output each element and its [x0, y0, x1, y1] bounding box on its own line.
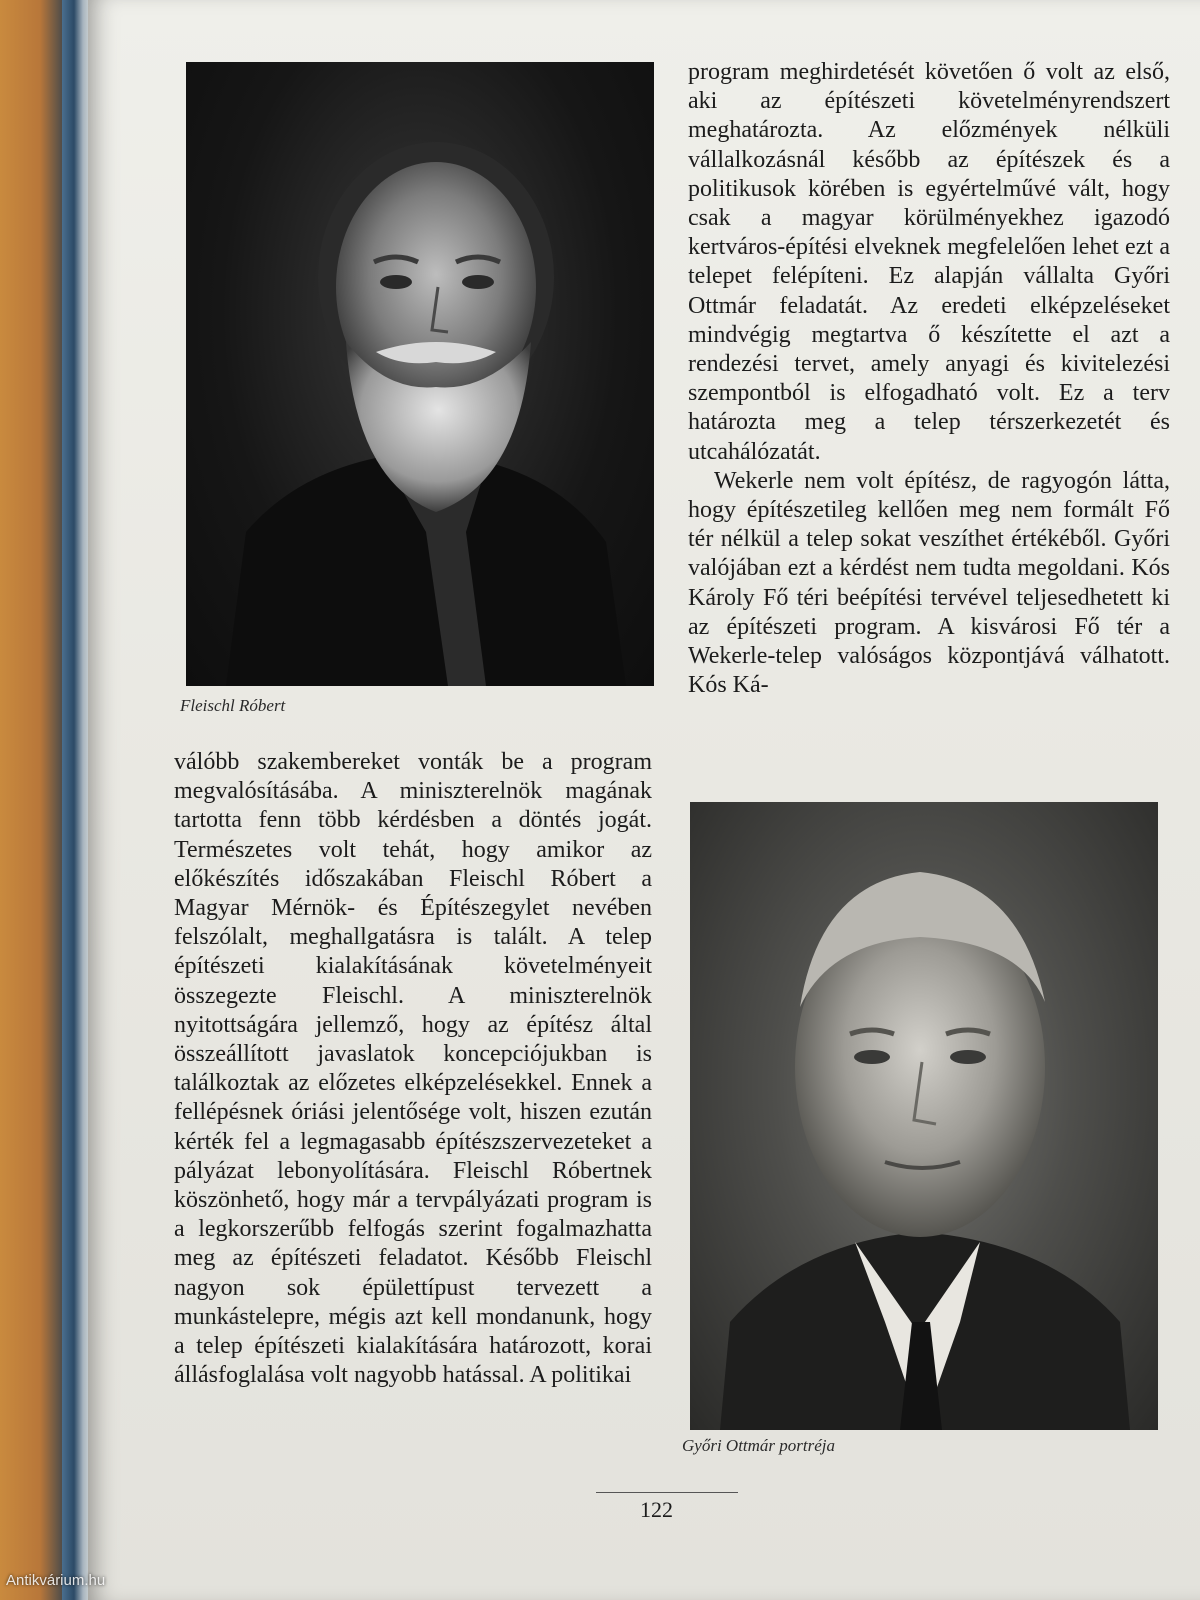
- page-number: 122: [640, 1497, 673, 1522]
- portrait-fleischl-caption: Fleischl Róbert: [180, 696, 286, 715]
- paragraph-left-1: válóbb szakembereket vonták be a program megvalósításába. A miniszterelnök magának tartotta fenn több kérdésben a döntés jogát. Természetes volt tehát, hogy amikor az előkészítés időszakában Fleischl Róbert a Magyar Mérnök- és Építészegylet nevében felszólalt, meghallgatásra is talált. A telep építészeti kialakításának követelményeit összegezte Fleischl. A miniszterelnök nyitottságára jellemző, hogy az építész által összeállított javaslatok koncepciójukban is találkoztak az előzetes elképzelésekkel. Ennek a fellépésnek óriási jelentősége volt, hiszen ezután kérték fel a legmagasabb építészszervezeteket a pályázat lebonyolítására. Fleischl Róbertnek köszönhető, hogy már a tervpályázati program is a legkorszerűbb felfogás szerint fogalmazhatta meg az építészeti feladatot. Később Fleischl nagyon sok épülettípust tervezett a munkástelepre, mégis azt kell mondanunk, hogy a telep építészeti kialakítására határozott, korai állásfoglalása volt nagyobb hatással. A politikai: [174, 749, 652, 1389]
- portrait-gyori-photo: [690, 802, 1158, 1430]
- paragraph-right-2: Wekerle nem volt építész, de ragyogón látta, hogy építészetileg kellően meg nem formált Fő tér nélkül a telep sokat veszíthet értékéből. Győri valójában ezt a kérdést nem tudta megoldani. Kós Károly Fő téri beépítési tervével teljesedhetett ki az építészeti program. A kisvárosi Fő tér a Wekerle-telep valóságos központjává válhatott. Kós Ká-: [688, 467, 1170, 699]
- portrait-fleischl-illustration: [186, 62, 654, 686]
- paragraph-right-1: program meghirdetését követően ő volt az első, aki az építészeti követelményrendszert meghatározta. Az előzmények nélküli vállalkozásnál később az építészek és a politikusok körében is egyértelművé vált, hogy csak a magyar körülményekhez igazodó kertváros-építési elveknek megfelelően lehet ezt a telepet felépíteni. Ez alapján vállalta Győri Ottmár feladatát. Az eredeti elképzeléseket mindvégig megtartva ő készítette el azt a rendezési tervet, amely anyagi és kivitelezési szempontból is elfogadható volt. Ez a terv határozta meg a telep térszerkezetét és utcahálózatát.: [688, 59, 1170, 465]
- page-number-rule: [596, 1492, 738, 1493]
- watermark: Antikvárium.hu: [6, 1572, 106, 1589]
- portrait-fleischl-photo: [186, 62, 654, 686]
- book-page: [88, 0, 1200, 1600]
- text-column-left: [174, 748, 652, 1390]
- portrait-gyori-illustration: [690, 802, 1158, 1430]
- text-column-right: [688, 58, 1170, 700]
- portrait-gyori-caption: Győri Ottmár portréja: [682, 1436, 835, 1455]
